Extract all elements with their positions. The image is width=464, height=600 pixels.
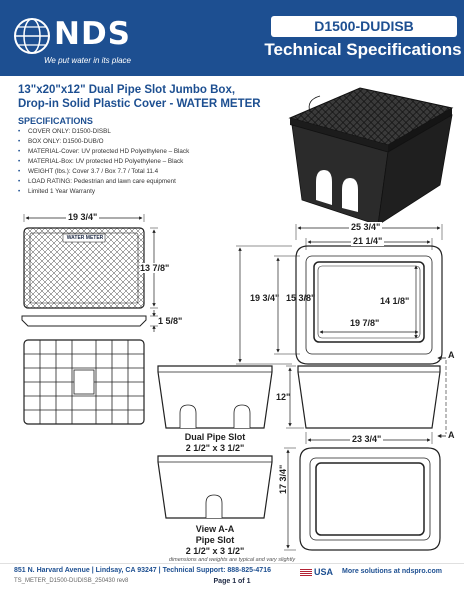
- dim-cover-thickness: 1 5/8": [158, 316, 183, 326]
- dim-box-mid-height: 15 3/8": [286, 293, 316, 303]
- box-section-view: [158, 456, 272, 518]
- footer-sep: |: [158, 567, 163, 574]
- spec-item: • Limited 1 Year Warranty: [18, 187, 258, 197]
- dim-cover-height: 13 7/8": [140, 263, 170, 273]
- dim-box-outer-width: 25 3/4": [351, 222, 381, 232]
- product-title-line2: Drop-in Solid Plastic Cover - WATER METER: [18, 98, 261, 110]
- flag-icon: [300, 569, 312, 577]
- product-title-line1: 13"x20"x12" Dual Pipe Slot Jumbo Box,: [18, 84, 236, 96]
- dim-cover-width: 19 3/4": [68, 212, 98, 222]
- footer-city: Lindsay, CA 93247: [95, 567, 157, 574]
- section-view-title: View A-A: [195, 524, 235, 534]
- model-number: D1500-DUDISB: [271, 16, 457, 37]
- section-mark-top: A: [448, 350, 455, 360]
- footer-sep: |: [91, 567, 96, 574]
- product-photo: [290, 88, 452, 225]
- dual-pipe-title: Dual Pipe Slot: [184, 432, 246, 442]
- footer-support: Technical Support: 888-825-4716: [162, 567, 271, 574]
- usa-label: USA: [314, 567, 334, 577]
- specifications-heading: SPECIFICATIONS: [18, 116, 93, 126]
- footer-contact: [14, 567, 271, 574]
- spec-item: • MATERIAL-Cover: UV protected HD Polyethylene – Black: [18, 147, 258, 157]
- dim-box-outer-height: 19 3/4": [250, 293, 280, 303]
- cover-side-view: [22, 310, 158, 332]
- box-front-elevation: [158, 366, 272, 428]
- usa-badge: [300, 567, 333, 577]
- dim-box-mid-width: 21 1/4": [353, 236, 383, 246]
- cover-bottom-view: [24, 340, 144, 424]
- spec-item: • BOX ONLY: D1500-DUB/O: [18, 137, 258, 147]
- footnote: dimensions and weights are typical and vary slightly: [168, 557, 296, 563]
- footer-more-link[interactable]: More solutions at ndspro.com: [342, 568, 442, 575]
- section-view-sub: Pipe Slot: [195, 535, 235, 545]
- dim-box-bottom-height: 17 3/4": [278, 464, 288, 494]
- cover-top-view: [24, 214, 158, 308]
- spec-item: • COVER ONLY: D1500-DISBL: [18, 127, 258, 137]
- dim-box-inner-width: 19 7/8": [350, 318, 380, 328]
- section-mark-bottom: A: [448, 430, 455, 440]
- section-view-size: 2 1/2" x 3 1/2": [185, 546, 245, 556]
- footer-doc-id: TS_METER_D1500-DUDISB_250430 rev8: [14, 578, 129, 584]
- cover-label: WATER METER: [66, 235, 104, 241]
- dual-pipe-size: 2 1/2" x 3 1/2": [185, 443, 245, 453]
- page-title: Technical Specifications: [264, 40, 462, 59]
- dim-box-inner-height: 14 1/8": [380, 296, 410, 306]
- box-side-elevation: [286, 358, 446, 444]
- logo-tagline: We put water in its place: [44, 56, 132, 65]
- dim-box-depth: 12": [276, 392, 291, 402]
- spec-item: • WEIGHT (lbs.): Cover 3.7 / Box 7.7 / Total 11.4: [18, 167, 258, 177]
- footer-address: 851 N. Harvard Avenue: [14, 567, 90, 574]
- spec-item: • MATERIAL-Box: UV protected HD Polyethylene – Black: [18, 157, 258, 167]
- dual-pipe-caption: [155, 432, 275, 454]
- section-view-caption: [155, 524, 275, 557]
- spec-item: • LOAD RATING: Pedestrian and lawn care equipment: [18, 177, 258, 187]
- footer-page-number: Page 1 of 1: [213, 578, 251, 585]
- box-bottom-view: [284, 448, 440, 550]
- logo-wordmark: NDS: [54, 16, 132, 52]
- dim-box-bottom-width: 23 3/4": [352, 434, 382, 444]
